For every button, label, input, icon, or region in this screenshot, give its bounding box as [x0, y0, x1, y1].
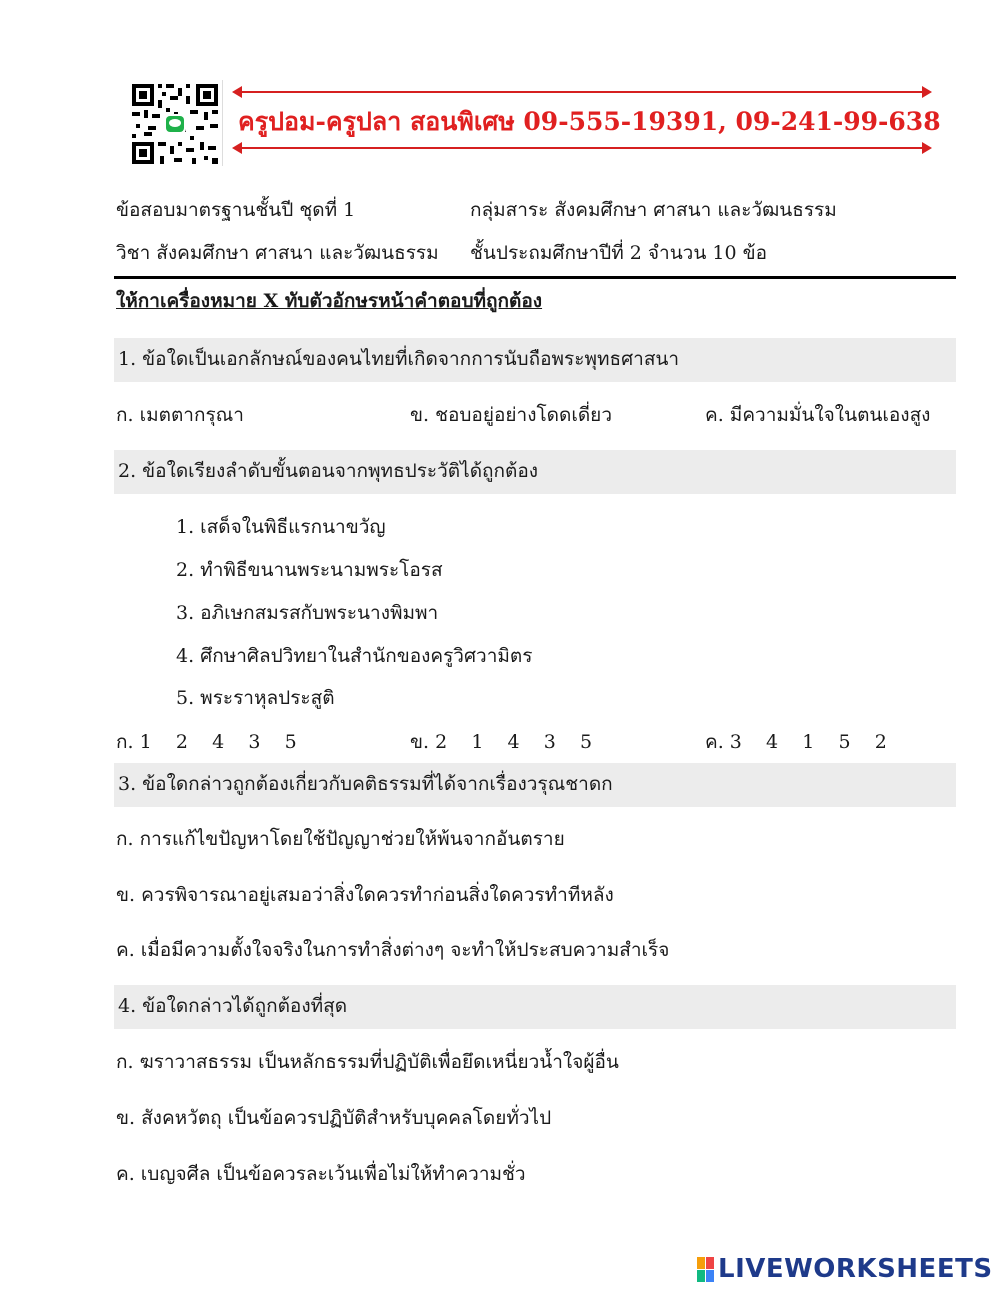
question-1 [114, 338, 956, 382]
q3-choice-c[interactable]: ค. เมื่อมีความตั้งใจจริงในการทำสิ่งต่างๆ จะทำให้ประสบความสำเร็จ [116, 939, 670, 961]
header-divider [114, 276, 956, 279]
tutor-banner: ครูปอม-ครูปลา สอนพิเศษ 09-555-19391, 09-241-99-638 [238, 107, 941, 136]
q2-step: 5. พระราหุลประสูติ [176, 687, 335, 709]
question-3-text: 3. ข้อใดกล่าวถูกต้องเกี่ยวกับคติธรรมที่ได้จากเรื่องวรุณชาดก [118, 773, 613, 795]
q1-choice-c[interactable]: ค. มีความมั่นใจในตนเองสูง [705, 404, 931, 426]
q3-choice-a[interactable]: ก. การแก้ไขปัญหาโดยใช้ปัญญาช่วยให้พ้นจากอันตราย [116, 828, 565, 850]
grade-label: ชั้นประถมศึกษาปีที่ 2 จำนวน 10 ข้อ [470, 242, 767, 264]
q1-choice-b[interactable]: ข. ชอบอยู่อย่างโดดเดี่ยว [410, 404, 612, 426]
question-3 [114, 763, 956, 807]
subject-group-label: กลุ่มสาระ สังคมศึกษา ศาสนา และวัฒนธรรม [470, 199, 837, 221]
top-arrow-line [234, 91, 930, 93]
question-1-text: 1. ข้อใดเป็นเอกลักษณ์ของคนไทยที่เกิดจากการนับถือพระพุทธศาสนา [118, 348, 680, 370]
q2-choice-b[interactable]: ข. 2 1 4 3 5 [410, 731, 593, 753]
instruction: ให้กาเครื่องหมาย X ทับตัวอักษรหน้าคำตอบที่ถูกต้อง [116, 290, 543, 312]
q3-choice-b[interactable]: ข. ควรพิจารณาอยู่เสมอว่าสิ่งใดควรทำก่อนสิ่งใดควรทำทีหลัง [116, 884, 614, 906]
subject-label: วิชา สังคมศึกษา ศาสนา และวัฒนธรรม [116, 242, 439, 264]
question-4-text: 4. ข้อใดกล่าวได้ถูกต้องที่สุด [118, 995, 348, 1017]
liveworksheets-logo-icon [697, 1257, 715, 1283]
q4-choice-a[interactable]: ก. ฆราวาสธรรม เป็นหลักธรรมที่ปฏิบัติเพื่อยึดเหนี่ยวน้ำใจผู้อื่น [116, 1051, 619, 1073]
question-2 [114, 450, 956, 494]
q1-choice-a[interactable]: ก. เมตตากรุณา [116, 404, 244, 426]
liveworksheets-logo-text[interactable]: LIVEWORKSHEETS [718, 1254, 993, 1284]
q4-choice-c[interactable]: ค. เบญจศีล เป็นข้อควรละเว้นเพื่อไม่ให้ทำความชั่ว [116, 1163, 526, 1185]
q4-choice-b[interactable]: ข. สังคหวัตถุ เป็นข้อควรปฏิบัติสำหรับบุคคลโดยทั่วไป [116, 1107, 552, 1129]
question-2-text: 2. ข้อใดเรียงลำดับขั้นตอนจากพุทธประวัติได้ถูกต้อง [118, 460, 539, 482]
q2-step: 3. อภิเษกสมรสกับพระนางพิมพา [176, 602, 439, 624]
q2-step: 1. เสด็จในพิธีแรกนาขวัญ [176, 516, 386, 538]
q2-step: 2. ทำพิธีขนานพระนามพระโอรส [176, 559, 443, 581]
exam-set-label: ข้อสอบมาตรฐานชั้นปี ชุดที่ 1 [116, 199, 356, 221]
q2-step: 4. ศึกษาศิลปวิทยาในสำนักของครูวิศวามิตร [176, 645, 533, 667]
q2-choice-a[interactable]: ก. 1 2 4 3 5 [116, 731, 297, 753]
question-4 [114, 985, 956, 1029]
q2-choice-c[interactable]: ค. 3 4 1 5 2 [705, 731, 887, 753]
bottom-arrow-line [234, 147, 930, 149]
qr-code-icon [126, 80, 223, 166]
